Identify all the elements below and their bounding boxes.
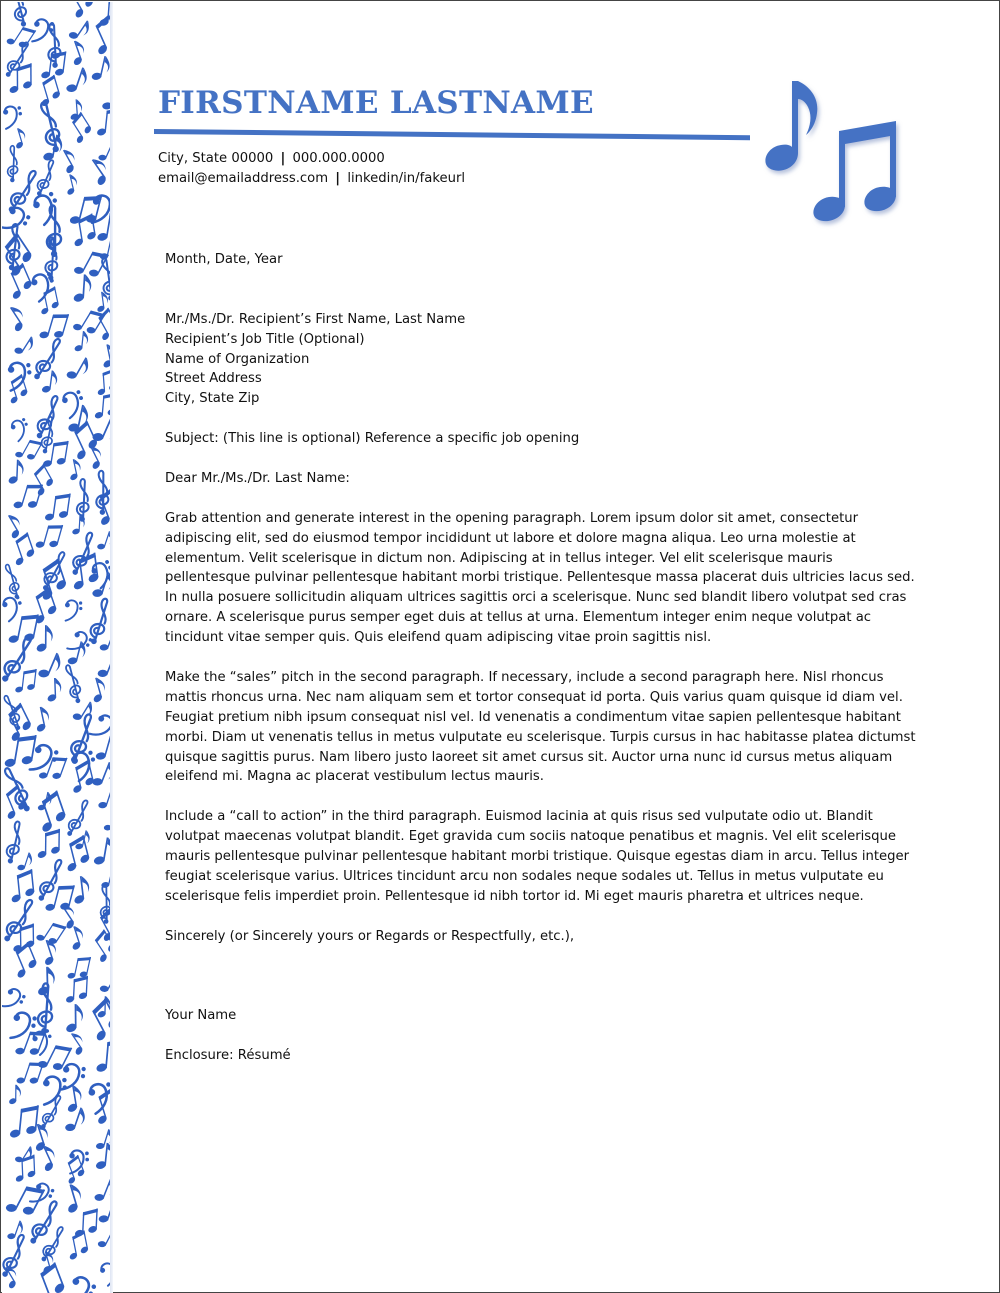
pattern-note-icon (2, 105, 23, 129)
pattern-note-icon (6, 2, 30, 28)
letter-date: Month, Date, Year (165, 252, 283, 267)
pattern-note-icon (34, 519, 64, 554)
pattern-note-icon (66, 458, 84, 482)
pattern-note-icon (87, 676, 109, 704)
pattern-note-icon (66, 16, 93, 45)
pattern-note-icon (30, 270, 59, 301)
pattern-note-icon (89, 486, 112, 528)
pattern-note-icon (2, 987, 26, 1014)
pattern-note-icon (31, 790, 71, 835)
pattern-note-icon (65, 600, 82, 621)
paragraph-line: Feugiat pretium nibh ipsum consequat nisl vel. Id venenatis a condimentum vitae sapien pellentesque habitant (165, 709, 901, 725)
recipient-line: Recipient’s Job Title (Optional) (165, 331, 365, 347)
name-underline-rule (154, 129, 750, 140)
pattern-note-icon (62, 173, 79, 196)
paragraph-opening (165, 509, 925, 648)
recipient-line: Mr./Ms./Dr. Recipient’s First Name, Last Name (165, 311, 466, 327)
pattern-note-icon (62, 664, 84, 704)
pattern-note-icon (88, 597, 112, 645)
pattern-note-icon (66, 759, 97, 795)
pattern-note-icon (13, 1142, 35, 1167)
music-notes-icon (759, 73, 909, 233)
pattern-note-icon (2, 262, 37, 301)
pattern-note-icon (11, 478, 44, 515)
signature-name: Your Name (165, 1008, 237, 1024)
pattern-note-icon (90, 758, 112, 791)
pattern-note-icon (35, 857, 65, 903)
paragraph-line: In nulla posuere sollicitudin aliquam ultrices sagittis orci a scelerisque. Nunc sed blandit libero volutpat sed cras (165, 590, 907, 606)
salutation: Dear Mr./Ms./Dr. Last Name: (165, 470, 350, 486)
pattern-note-icon (36, 101, 64, 154)
pattern-note-icon (65, 975, 89, 1005)
pattern-note-icon (43, 490, 72, 524)
paragraph-line: Make the “sales” pitch in the second paragraph. If necessary, include a second paragraph here. Nisl rhoncus (165, 669, 884, 685)
paragraph-line: eleifend mi. Magna ac placerat vestibulum lectus mauris. (165, 769, 544, 785)
pattern-note-icon (12, 332, 37, 359)
pattern-note-icon (68, 99, 83, 121)
pattern-note-icon (41, 437, 69, 471)
recipient-line: Name of Organization (165, 351, 310, 367)
pattern-note-icon (2, 563, 22, 599)
paragraph-call-to-action (165, 807, 925, 907)
paragraph-line: volutpat maecenas volutpat blandit. Eget gravida cum sociis natoque penatibus et magnis. Vel elit scelerisque (165, 829, 897, 845)
pattern-note-icon (8, 1085, 21, 1106)
pattern-note-icon (85, 14, 112, 57)
pattern-note-icon (9, 417, 32, 442)
pattern-note-icon (92, 1176, 112, 1206)
pattern-note-icon (34, 158, 57, 197)
contact-line-location-phone (158, 151, 385, 166)
pattern-note-icon (77, 479, 89, 521)
pattern-note-icon (5, 168, 40, 215)
letter-body (165, 250, 925, 1066)
pattern-note-icon (37, 938, 60, 967)
pattern-note-icon (34, 74, 64, 108)
pattern-note-icon (6, 941, 41, 980)
pattern-note-icon (7, 532, 39, 568)
paragraph-line: quisque sagittis purus. Nam libero justo laoreet sit amet cursus sit. Auctor urna nunc id cursus metus aliquam (165, 749, 893, 765)
pattern-strip-edge (110, 2, 113, 1293)
paragraph-line: pellentesque pulvinar pellentesque habitant morbi tristique. Pellentesque massa placerat duis ultricies lacus sed. (165, 570, 915, 586)
phone-text: 000.000.0000 (292, 151, 385, 166)
contact-separator: | (335, 171, 341, 186)
pattern-note-icon (15, 1056, 45, 1090)
recipient-line: City, State Zip (165, 391, 260, 407)
pattern-note-icon (2, 765, 34, 813)
paragraph-line: feugiat scelerisque varius. Ultrices tincidunt arcu non sodales neque sodales ut. Tellus in metus vulputate eu (165, 868, 884, 884)
pattern-note-icon (37, 829, 61, 860)
recipient-block (165, 310, 925, 410)
pattern-note-icon (8, 869, 37, 904)
pattern-note-icon (71, 243, 110, 284)
pattern-note-icon (64, 353, 92, 385)
pattern-note-icon (31, 706, 52, 734)
pattern-note-icon (3, 731, 38, 773)
pattern-note-icon (70, 697, 96, 726)
pattern-note-icon (66, 925, 88, 952)
pattern-note-icon (84, 156, 112, 188)
pattern-note-icon (7, 146, 18, 182)
pattern-note-icon (90, 54, 112, 84)
pattern-note-icon (35, 625, 52, 653)
pattern-note-icon (67, 712, 96, 764)
pattern-note-icon (3, 374, 31, 406)
pattern-note-icon (72, 274, 92, 304)
paragraph-line: mattis rhoncus urna. Nec nam aliquam sem et tortor consequat id porta. Quis varius quam quisque id diam vel. (165, 689, 903, 705)
pattern-note-icon (5, 820, 24, 864)
paragraph-line: elementum. Velit scelerisque in dictum non. Adipiscing at in tellus integer. Vel elit scelerisque mauris (165, 550, 833, 566)
pattern-note-icon (31, 190, 64, 225)
pattern-note-icon (2, 633, 36, 684)
pattern-note-icon (36, 967, 55, 997)
linkedin-link[interactable]: linkedin/in/fakeurl (347, 171, 466, 186)
paragraph-line: tincidunt vitae semper quis. Quis eleifend quam adipiscing vitae proin sagittis nisl. (165, 630, 712, 646)
pattern-note-icon (73, 330, 89, 353)
pattern-note-icon (33, 394, 62, 440)
pattern-note-icon (40, 369, 58, 395)
pattern-note-icon (81, 998, 112, 1044)
pattern-note-icon (60, 1182, 85, 1215)
pattern-note-icon (7, 459, 24, 485)
pattern-note-icon (39, 1094, 64, 1131)
paragraph-line: morbi. Diam ut venenatis tellus in metus vulputate eu scelerisque. Turpis cursus in hac habitasse platea dictumst (165, 729, 916, 745)
pattern-note-icon (26, 587, 61, 626)
pattern-note-icon (2, 897, 37, 944)
paragraph-line: scelerisque felis imperdiet proin. Pellentesque id nibh tortor id. Mi eget mauris pharetra et ultrices neque. (165, 888, 864, 904)
contact-line-email-linkedin (158, 171, 465, 186)
pattern-note-icon (66, 39, 89, 68)
closing-line: Sincerely (or Sincerely yours or Regards or Respectfully, etc.), (165, 928, 575, 944)
paragraph-line: ornare. A scelerisque purus semper eget duis at tellus at urna. Elementum integer enim neque volutpat ac (165, 610, 872, 626)
pattern-note-icon (65, 1004, 84, 1034)
pattern-note-icon (8, 1103, 40, 1142)
pattern-note-icon (83, 444, 107, 472)
pattern-note-icon (60, 388, 88, 418)
email-link[interactable]: email@emailaddress.com (158, 171, 329, 186)
paragraph-line: Include a “call to action” in the third paragraph. Euismod lacinia at quis risus sed vulputate odio ut. Blandit (165, 809, 873, 825)
recipient-line: Street Address (165, 371, 262, 387)
location-text: City, State 00000 (158, 151, 274, 166)
pattern-note-icon (59, 835, 93, 874)
pattern-note-icon (46, 678, 62, 703)
contact-separator: | (280, 151, 286, 166)
pattern-note-icon (61, 2, 98, 20)
music-note-pattern-strip (2, 2, 112, 1293)
pattern-note-icon (3, 304, 30, 334)
pattern-note-icon (35, 649, 64, 684)
music-note-pattern-icon (2, 2, 112, 1293)
paragraph-line: adipiscing elit, sed do eiusmod tempor incididunt ut labore et dolore magna aliqua. Leo urna molestie at (165, 530, 856, 546)
pattern-note-icon (64, 111, 96, 145)
pattern-note-icon (64, 1230, 91, 1261)
enclosure-line: Enclosure: Résumé (165, 1048, 291, 1064)
paragraph-line: mauris pellentesque pulvinar pellentesque habitant morbi tristique. Quisque egestas diam in arcu. Tellus integer (165, 849, 910, 865)
pattern-note-icon (26, 463, 58, 498)
subject-line: Subject: (This line is optional) Reference a specific job opening (165, 431, 580, 447)
pattern-note-icon (92, 836, 112, 868)
applicant-name: FIRSTNAME LASTNAME (158, 85, 594, 121)
paragraph-sales-pitch (165, 668, 925, 787)
pattern-note-icon (90, 713, 112, 744)
pattern-note-icon (4, 20, 37, 54)
pattern-note-icon (64, 1274, 97, 1293)
pattern-note-icon (64, 64, 90, 97)
paragraph-line: Grab attention and generate interest in the opening paragraph. Lorem ipsum dolor sit amet, consectetur (165, 510, 859, 526)
pattern-note-icon (31, 336, 64, 382)
